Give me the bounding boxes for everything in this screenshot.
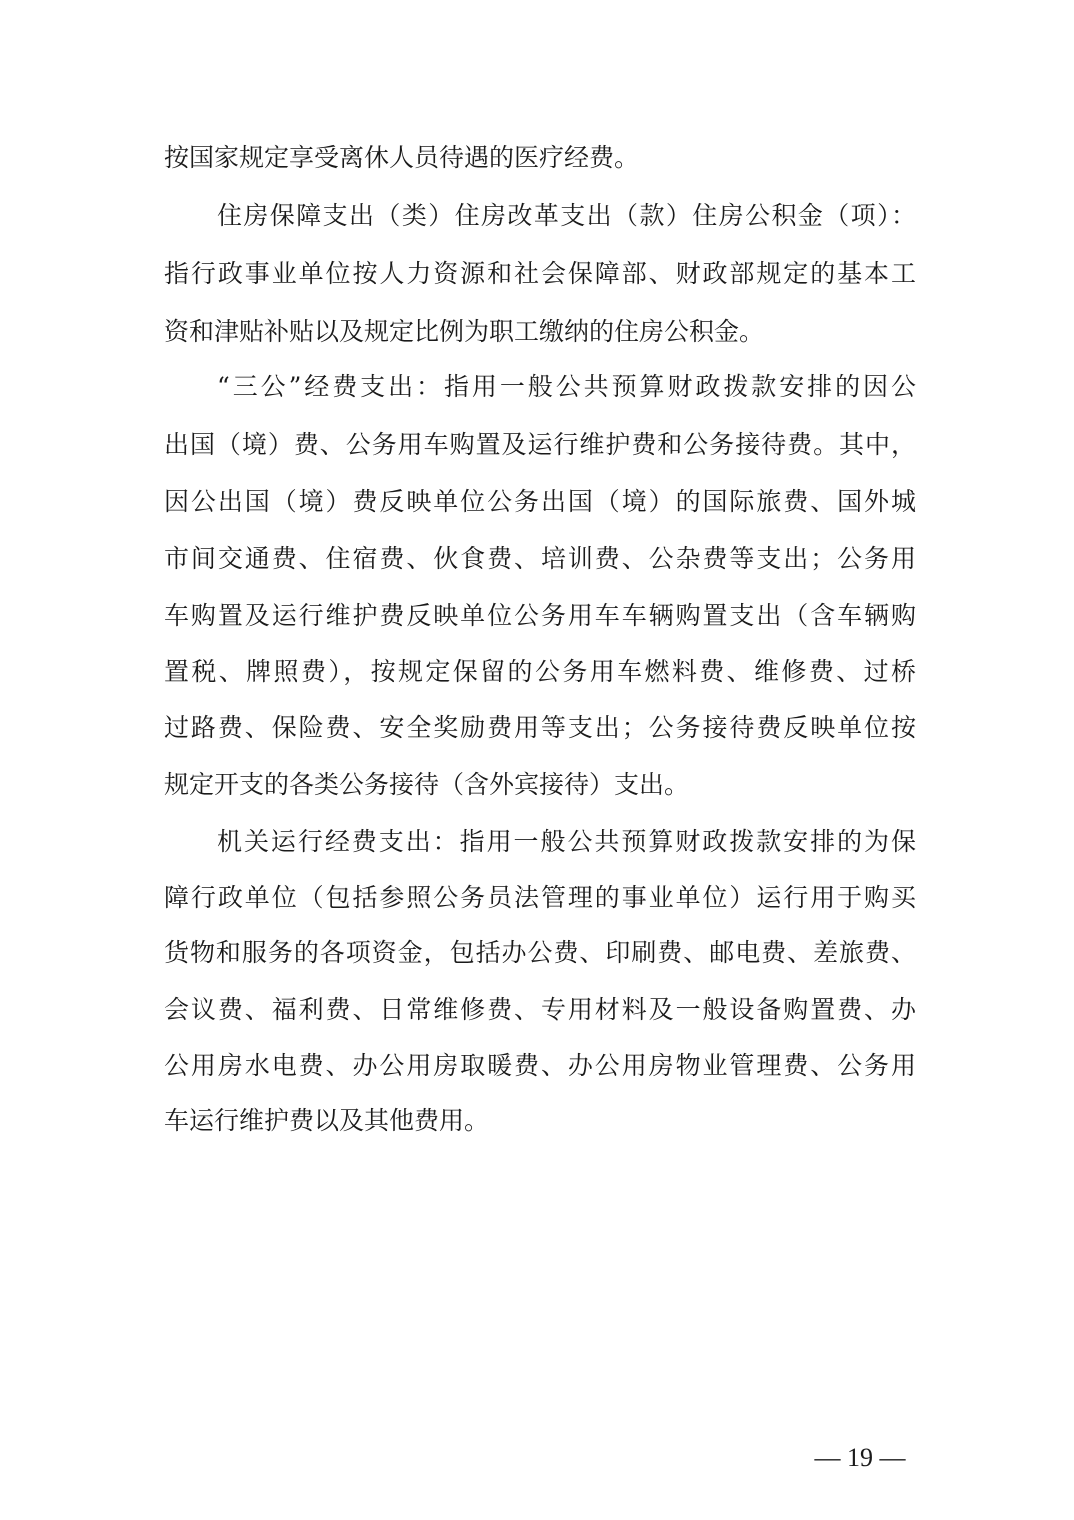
paragraph-4-line-4: 会议费、福利费、日常维修费、专用材料及一般设备购置费、办 xyxy=(164,995,916,1024)
paragraph-2-line-2: 指行政事业单位按人力资源和社会保障部、财政部规定的基本工 xyxy=(164,259,916,288)
paragraph-3-line-7: 过路费、保险费、安全奖励费用等支出；公务接待费反映单位按 xyxy=(164,713,916,742)
paragraph-3-line-3: 因公出国（境）费反映单位公务出国（境）的国际旅费、国外城 xyxy=(164,487,916,516)
paragraph-3-line-4: 市间交通费、住宿费、伙食费、培训费、公杂费等支出；公务用 xyxy=(164,544,916,573)
paragraph-3-line-5: 车购置及运行维护费反映单位公务用车车辆购置支出（含车辆购 xyxy=(164,601,916,630)
paragraph-1-line-1: 按国家规定享受离休人员待遇的医疗经费。 xyxy=(164,143,640,172)
paragraph-2-line-1: 住房保障支出（类）住房改革支出（款）住房公积金（项）： xyxy=(217,201,916,230)
paragraph-3-line-6: 置税、牌照费），按规定保留的公务用车燃料费、维修费、过桥 xyxy=(164,657,916,686)
paragraph-4-line-1: 机关运行经费支出：指用一般公共预算财政拨款安排的为保 xyxy=(217,827,916,856)
paragraph-4-line-2: 障行政单位（包括参照公务员法管理的事业单位）运行用于购买 xyxy=(164,883,916,912)
paragraph-2-line-3: 资和津贴补贴以及规定比例为职工缴纳的住房公积金。 xyxy=(164,317,765,346)
paragraph-3-line-8: 规定开支的各类公务接待（含外宾接待）支出。 xyxy=(164,770,690,799)
paragraph-4-line-6: 车运行维护费以及其他费用。 xyxy=(164,1106,490,1135)
paragraph-3-line-2: 出国（境）费、公务用车购置及运行维护费和公务接待费。其中， xyxy=(164,430,916,459)
paragraph-3-line-1: “三公”经费支出：指用一般公共预算财政拨款安排的因公 xyxy=(217,372,916,401)
paragraph-4-line-5: 公用房水电费、办公用房取暖费、办公用房物业管理费、公务用 xyxy=(164,1051,916,1080)
paragraph-4-line-3: 货物和服务的各项资金，包括办公费、印刷费、邮电费、差旅费、 xyxy=(164,938,916,967)
page-number: — 19 — xyxy=(814,1443,906,1472)
